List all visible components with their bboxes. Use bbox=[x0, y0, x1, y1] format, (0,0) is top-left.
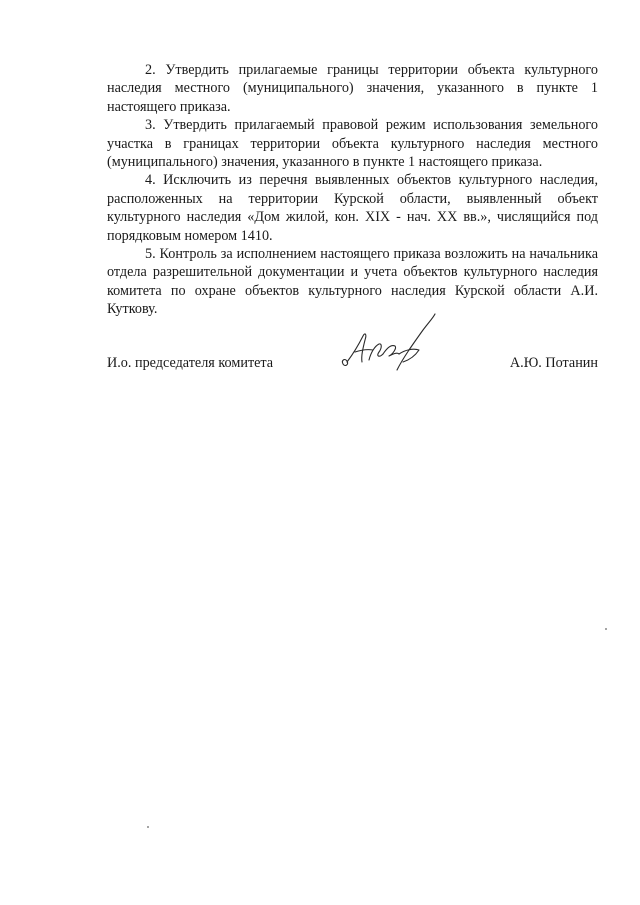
paragraph-2: 2. Утвердить прилагаемые границы территории объекта культурного наследия местного (муниципального) значения, указанного в пункте 1 настоящего приказа. bbox=[107, 62, 598, 115]
signature-block bbox=[107, 354, 598, 374]
scan-speck bbox=[147, 826, 149, 828]
scan-speck bbox=[605, 628, 607, 630]
paragraph-3: 3. Утвердить прилагаемый правовой режим использования земельного участка в границах территории объекта культурного наследия местного (муниципального) значения, указанного в пункте 1 настоящего приказа. bbox=[107, 117, 598, 171]
signatory-name: А.Ю. Потанин bbox=[509, 355, 598, 371]
paragraph-4: 4. Исключить из перечня выявленных объектов культурного наследия, расположенных на территории Курской области, выявленный объект культурного наследия «Дом жилой, кон. XIX - нач. XX вв.», числящийся под порядковым номером 1410. bbox=[107, 172, 598, 244]
paragraph-5: 5. Контроль за исполнением настоящего приказа возложить на начальника отдела разрешительной документации и учета объектов культурного наследия комитета по охране объектов культурного наследия Курской области А.И. Куткову. bbox=[107, 246, 598, 318]
signatory-position: И.о. председателя комитета bbox=[107, 355, 274, 371]
order-text bbox=[107, 61, 598, 319]
